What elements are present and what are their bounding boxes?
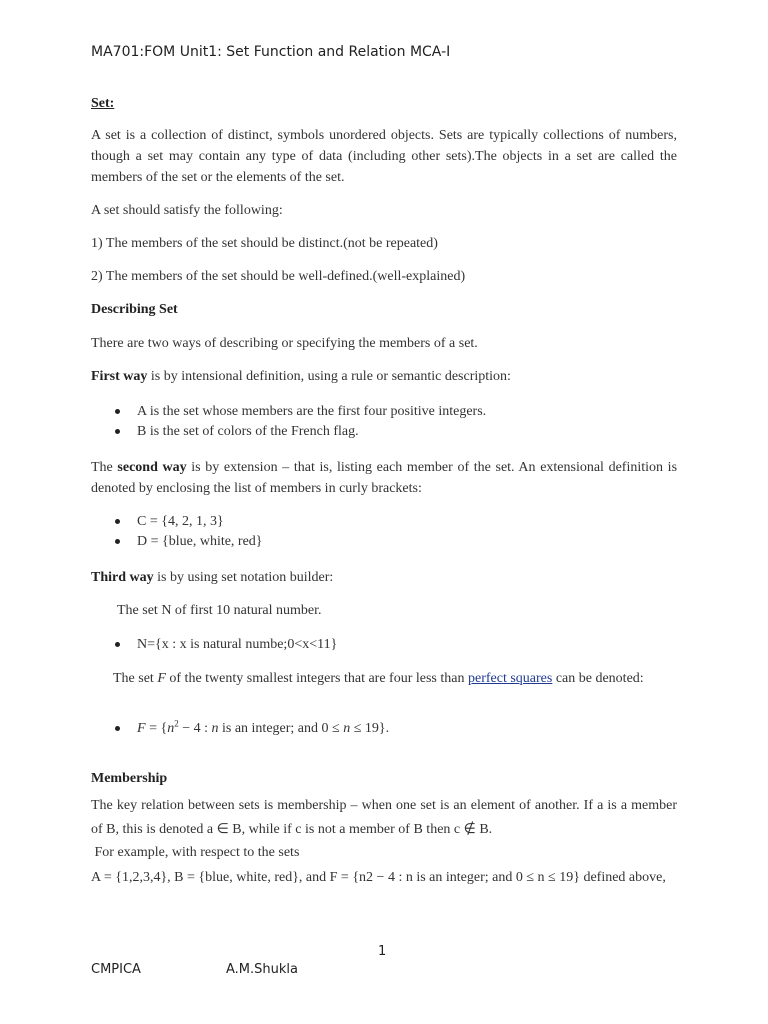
- n-variable: n: [343, 721, 351, 736]
- f-text: = {: [145, 721, 168, 736]
- page-number: 1: [378, 944, 387, 959]
- set-definition: A set is a collection of distinct, symbols unordered objects. Sets are typically collections of numbers, though a set may contain any type of data (including other sets).The objects in a set are called the members of the set or the elements of the set.: [91, 128, 677, 185]
- footer-left: CMPICA: [91, 962, 141, 977]
- describing-set-heading: Describing Set: [91, 302, 178, 317]
- list-item: A is the set whose members are the first four positive integers.: [137, 404, 487, 419]
- f-variable: F: [137, 721, 146, 736]
- third-way-text: is by using set notation builder:: [153, 570, 334, 585]
- f-variable: F: [157, 671, 166, 686]
- n-variable: n: [167, 721, 175, 736]
- second-way-paragraph: [91, 457, 677, 499]
- first-way-label: First way: [91, 369, 148, 384]
- set-heading: Set:: [91, 96, 115, 111]
- list-item: C = {4, 2, 1, 3}: [137, 514, 224, 529]
- f-text: is an integer; and 0 ≤: [218, 721, 344, 736]
- f-text: of the twenty smallest integers that are four less than: [165, 671, 468, 686]
- third-way-paragraph: [91, 569, 333, 587]
- f-text: − 4 :: [178, 721, 212, 736]
- membership-text: The key relation between sets is membership – when one set is an element of another. If a is a member of B, this is denoted a ∈ B, while if c is not a member of B then c ∉ B.: [91, 798, 677, 837]
- membership-heading: Membership: [91, 771, 168, 786]
- f-text: ≤ 19}.: [350, 721, 390, 736]
- perfect-squares-link[interactable]: perfect squares: [467, 671, 553, 686]
- rule-2: 2) The members of the set should be well-defined.(well-explained): [91, 269, 466, 284]
- describing-intro: There are two ways of describing or specifying the members of a set.: [91, 336, 478, 351]
- first-way-paragraph: [91, 368, 511, 386]
- first-way-text: is by intensional definition, using a rule or semantic description:: [147, 369, 511, 384]
- footer-author: A.M.Shukla: [226, 962, 298, 977]
- second-way-lead: The: [91, 460, 118, 475]
- second-way-text: is by extension – that is, listing each member of the set. An extensional definition is denoted by enclosing the list of members in curly brackets:: [91, 460, 678, 496]
- example-intro: For example, with respect to the sets: [91, 845, 300, 860]
- f-text: can be denoted:: [552, 671, 644, 686]
- f-text: The set: [113, 671, 158, 686]
- natural-number-line: The set N of first 10 natural number.: [117, 603, 322, 618]
- list-item: D = {blue, white, red}: [137, 534, 263, 549]
- rule-1: 1) The members of the set should be distinct.(not be repeated): [91, 236, 438, 251]
- second-way-label: second way: [117, 460, 187, 475]
- exponent: 2: [174, 718, 179, 729]
- n-variable: n: [211, 721, 219, 736]
- third-way-label: Third way: [91, 570, 154, 585]
- list-item: B is the set of colors of the French flag.: [137, 424, 359, 439]
- example-sets: A = {1,2,3,4}, B = {blue, white, red}, and F = {n2 − 4 : n is an integer; and 0 ≤ n ≤ 19} defined above,: [91, 870, 666, 885]
- f-set-bullet: [137, 720, 389, 738]
- page-header: MA701:FOM Unit1: Set Function and Relation MCA-I: [91, 44, 451, 60]
- satisfy-intro: A set should satisfy the following:: [91, 203, 283, 218]
- f-set-paragraph: [113, 670, 677, 688]
- list-item: N={x : x is natural numbe;0<x<11}: [137, 637, 338, 652]
